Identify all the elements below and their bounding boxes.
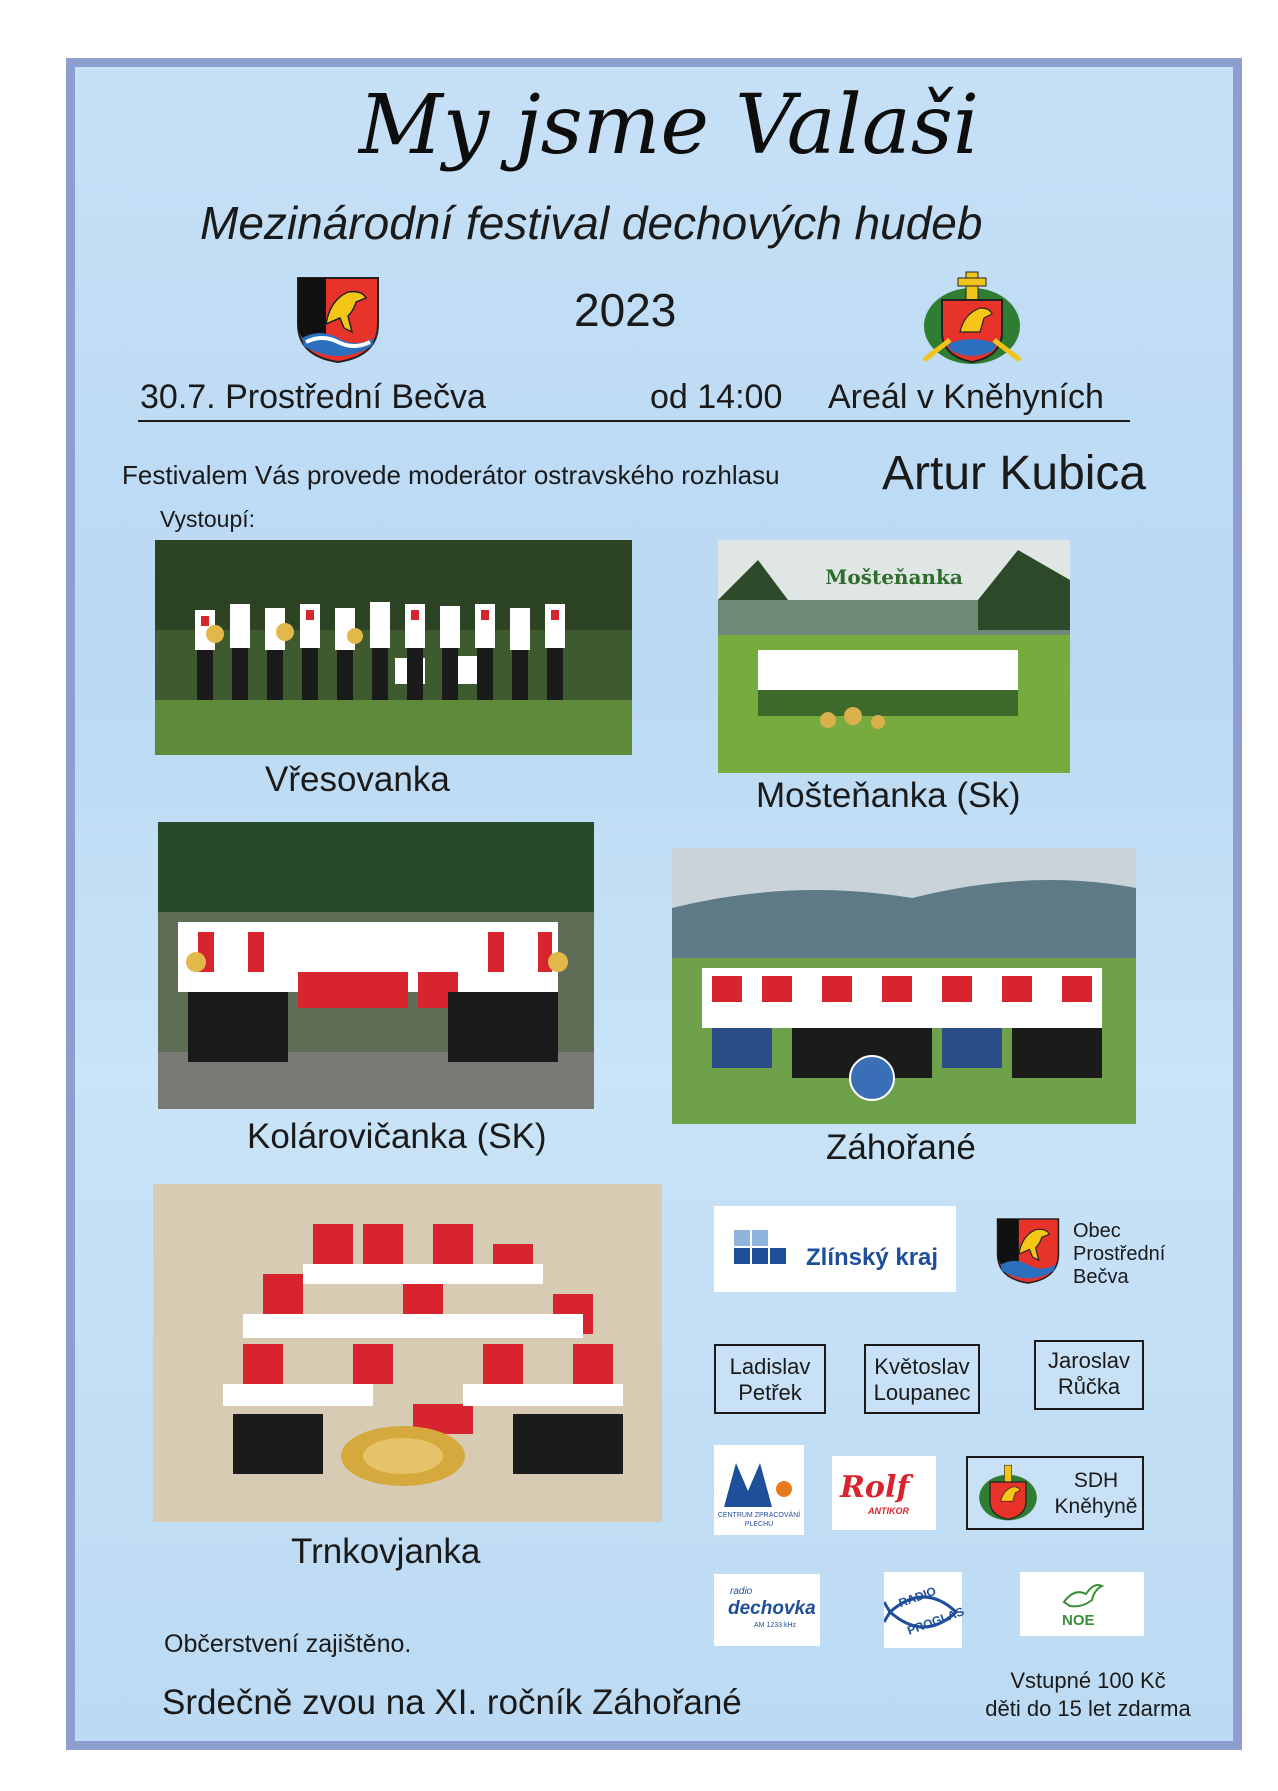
rolf-sub-label: ANTIKOR (868, 1506, 909, 1516)
festival-year: 2023 (574, 284, 677, 336)
moderator-name: Artur Kubica (882, 447, 1147, 500)
event-date-place: 30.7. Prostřední Bečva (140, 378, 486, 416)
band-photo-mostenanka (718, 540, 1070, 773)
sdh-emblem (976, 1464, 1040, 1524)
sponsor-first-name: Květoslav (874, 1354, 970, 1379)
refreshments-note: Občerstvení zajištěno. (164, 1630, 412, 1658)
proglas-radio-label: RADIO (896, 1583, 938, 1611)
entry-fee-children: děti do 15 let zdarma (985, 1696, 1191, 1721)
sponsor-czp-logo (714, 1445, 804, 1535)
invitation-text: Srdečně zvou na XI. ročník Záhořané (162, 1683, 742, 1722)
sdh-label-line: Kněhyně (1054, 1495, 1138, 1518)
event-time: od 14:00 (650, 378, 783, 416)
sponsor-first-name: Ladislav (729, 1354, 811, 1379)
band-name-trnkovjanka: Trnkovjanka (291, 1532, 481, 1571)
sponsor-first-name: Jaroslav (1048, 1348, 1130, 1373)
sponsor-last-name: Růčka (1057, 1374, 1121, 1399)
sponsor-noe (1020, 1572, 1144, 1636)
poster-title: My jsme Valaši (358, 78, 980, 173)
obec-label-line: Bečva (1073, 1266, 1129, 1288)
sdh-label-line: SDH (1073, 1469, 1119, 1492)
entry-fee-adult: Vstupné 100 Kč (1010, 1668, 1166, 1693)
czp-logo-line: PLECHU (744, 1521, 774, 1528)
radio-dechovka-prefix: radio (730, 1586, 753, 1597)
obec-label-line: Obec (1073, 1220, 1121, 1242)
sponsor-radio-dechovka (714, 1574, 820, 1646)
band-photo-kolarovicanka (158, 822, 594, 1109)
fire-brigade-emblem (920, 270, 1024, 370)
sponsor-person-petrek (714, 1344, 826, 1414)
proglas-label: PROGLAS (905, 1604, 966, 1638)
band-name-vresovanka: Vřesovanka (265, 760, 450, 799)
dove-icon (1060, 1578, 1104, 1616)
band-photo-zahorane (672, 848, 1136, 1124)
mostenanka-photo-caption: Mošteňanka (825, 565, 963, 589)
performers-label: Vystoupí: (160, 506, 256, 532)
band-photo-vresovanka (155, 540, 632, 755)
sponsor-last-name: Petřek (738, 1380, 802, 1405)
zlinsky-kraj-label: Zlínský kraj (806, 1244, 939, 1271)
sponsor-rolf-logo (832, 1456, 936, 1530)
sponsor-radio-proglas (884, 1572, 966, 1648)
band-name-zahorane: Záhořané (826, 1128, 976, 1167)
sponsor-person-loupanec (864, 1344, 980, 1414)
czp-logo-line: CENTRUM ZPRACOVÁNÍ (717, 1512, 801, 1519)
sponsor-zlinsky-kraj (714, 1206, 956, 1292)
obec-label (1073, 1220, 1165, 1289)
rolf-label: Rolf (840, 1470, 910, 1505)
band-photo-trnkovjanka (153, 1184, 662, 1522)
moderator-text: Festivalem Vás provede moderátor ostravského rozhlasu (122, 460, 780, 490)
sdh-label (1048, 1468, 1144, 1520)
sponsor-last-name: Loupanec (873, 1380, 971, 1405)
radio-dechovka-label: dechovka (728, 1598, 816, 1619)
radio-dechovka-frequency: AM 1233 kHz (754, 1622, 797, 1629)
sponsor-sdh-knehyne (966, 1456, 1144, 1530)
band-name-kolarovicanka: Kolárovičanka (SK) (247, 1117, 547, 1156)
obec-coat-of-arms (996, 1216, 1060, 1286)
czp-logo-text (714, 1511, 804, 1529)
noe-label: NOE (1062, 1612, 1095, 1629)
sponsor-person-rucka (1034, 1340, 1144, 1410)
entry-fee (968, 1667, 1208, 1723)
municipality-coat-of-arms (296, 276, 380, 364)
event-venue: Areál v Kněhyních (828, 378, 1104, 416)
obec-label-line: Prostřední (1073, 1243, 1166, 1265)
poster-subtitle: Mezinárodní festival dechových hudeb (200, 197, 983, 249)
info-underline (138, 420, 1130, 422)
band-name-mostenanka: Mošteňanka (Sk) (756, 776, 1021, 815)
